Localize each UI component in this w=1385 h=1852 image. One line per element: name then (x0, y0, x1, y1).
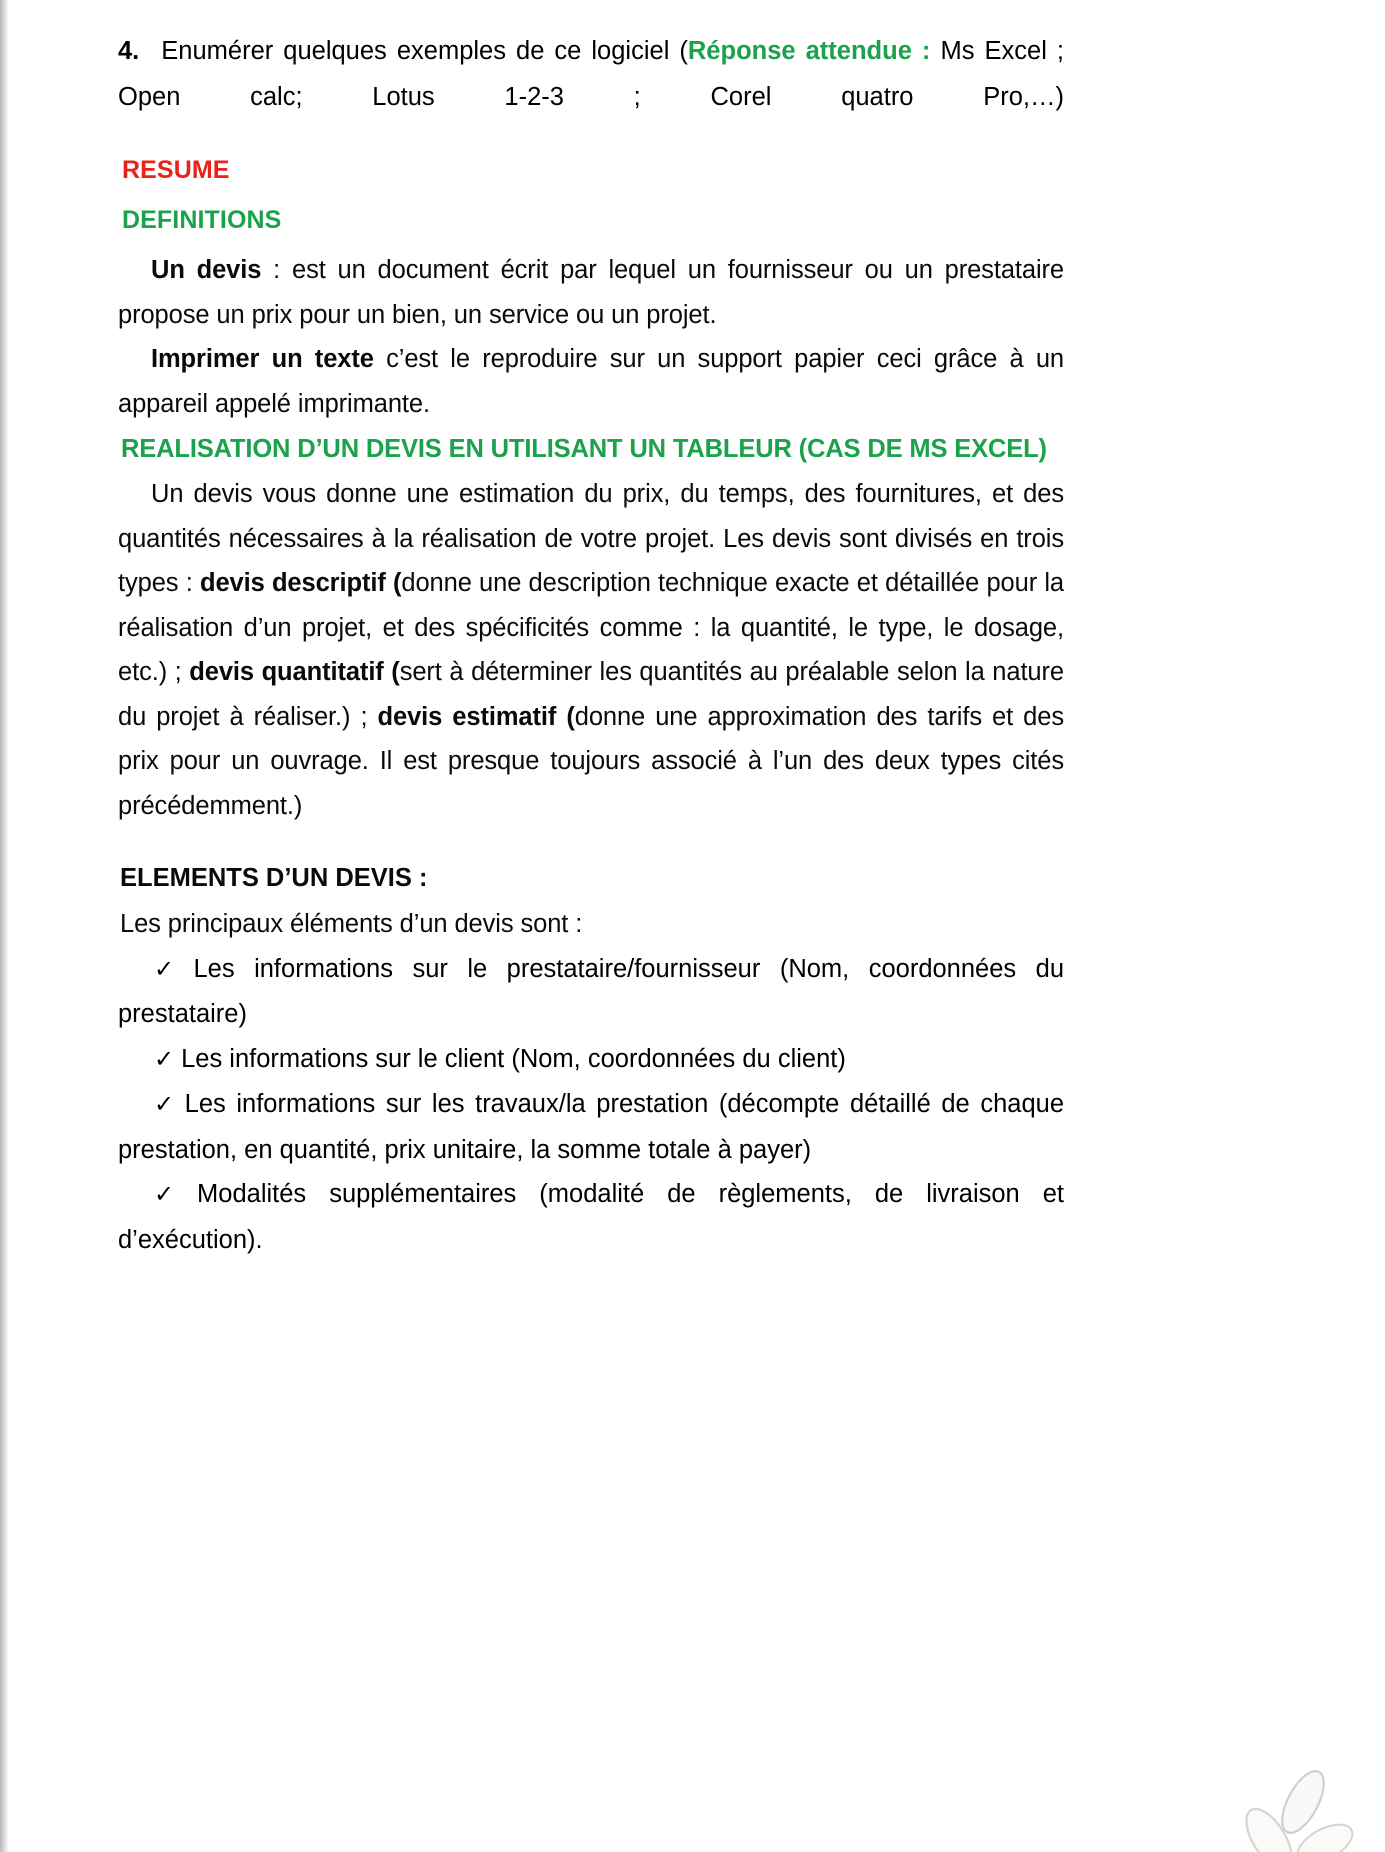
list-item (118, 1037, 1064, 1083)
check-icon: ✓ (154, 1045, 175, 1073)
spacer (118, 828, 1064, 856)
spacer (118, 120, 1064, 148)
list-item (118, 1082, 1064, 1172)
list-item-label: Les informations sur le client (Nom, coordonnées du client) (181, 1044, 846, 1073)
list-item-label: Modalités supplémentaires (modalité de règlements, de livraison et d’exécution). (118, 1180, 1065, 1254)
heading-definitions: DEFINITIONS (122, 206, 282, 234)
leaf-watermark-icon (1217, 1740, 1367, 1852)
question-green-label: Réponse attendue : (687, 37, 931, 65)
definition-term: Imprimer un texte (151, 345, 374, 373)
numbered-question-item (118, 28, 1064, 120)
check-icon: ✓ (154, 1091, 178, 1118)
heading-resume: RESUME (122, 156, 230, 184)
list-item-label: Les informations sur les travaux/la prestation (décompte détaillé de chaque prestation, en quantité, prix unitaire, la somme totale à payer) (118, 1090, 1065, 1164)
definition-body: c’est le reproduire sur un support papier ceci grâce à un appareil appelé imprimante. (118, 345, 1064, 418)
devis-estimatif-label: devis estimatif ( (377, 702, 575, 731)
check-icon: ✓ (154, 955, 187, 983)
question-text-before: Enumérer quelques exemples de ce logiciel ( (161, 37, 688, 65)
definition-body: : est un document écrit par lequel un fournisseur ou un prestataire propose un prix pour un bien, un service ou un projet. (118, 256, 1065, 329)
realisation-paragraph (118, 472, 1064, 828)
page-edge-scan-strip (0, 0, 9, 1852)
elements-intro: Les principaux éléments d’un devis sont : (120, 910, 583, 938)
devis-quantitatif-text: sert à déterminer les quantités au préalable selon la nature du projet à réaliser.) ; (118, 658, 1064, 731)
document-content (118, 28, 1064, 1262)
question-number: 4. (118, 37, 140, 65)
list-item (118, 1172, 1064, 1262)
devis-descriptif-label: devis descriptif ( (199, 569, 402, 597)
devis-estimatif-text: donne une approximation des tarifs et des prix pour un ouvrage. Il est presque toujours associé à l’un des deux types cités précédemment.) (118, 702, 1064, 820)
heading-elements-dun-devis: ELEMENTS D’UN DEVIS : (120, 864, 428, 892)
devis-quantitatif-label: devis quantitatif ( (189, 658, 400, 686)
list-item (118, 947, 1064, 1037)
check-icon: ✓ (154, 1181, 191, 1208)
question-text-after: Ms Excel ; Open calc; Lotus 1-2-3 ; Corel quatro Pro,…) (118, 37, 1064, 111)
definition-imprimer-un-texte (118, 337, 1064, 426)
list-item-label: Les informations sur le prestataire/fournisseur (Nom, coordonnées du prestataire) (118, 954, 1064, 1028)
devis-descriptif-text: donne une description technique exacte et détaillée pour la réalisation d’un projet, et des spécificités comme : la quantité, le type, le dosage, etc.) ; (118, 569, 1065, 686)
definition-un-devis (118, 248, 1064, 337)
definition-term: Un devis (151, 256, 262, 284)
heading-realisation: REALISATION D’UN DEVIS EN UTILISANT UN TABLEUR (CAS DE MS EXCEL) (121, 435, 1047, 463)
realisation-part1: Un devis vous donne une estimation du prix, du temps, des fournitures, et des quantités nécessaires à la réalisation de votre projet. Les devis sont divisés en trois types : (118, 480, 1064, 597)
